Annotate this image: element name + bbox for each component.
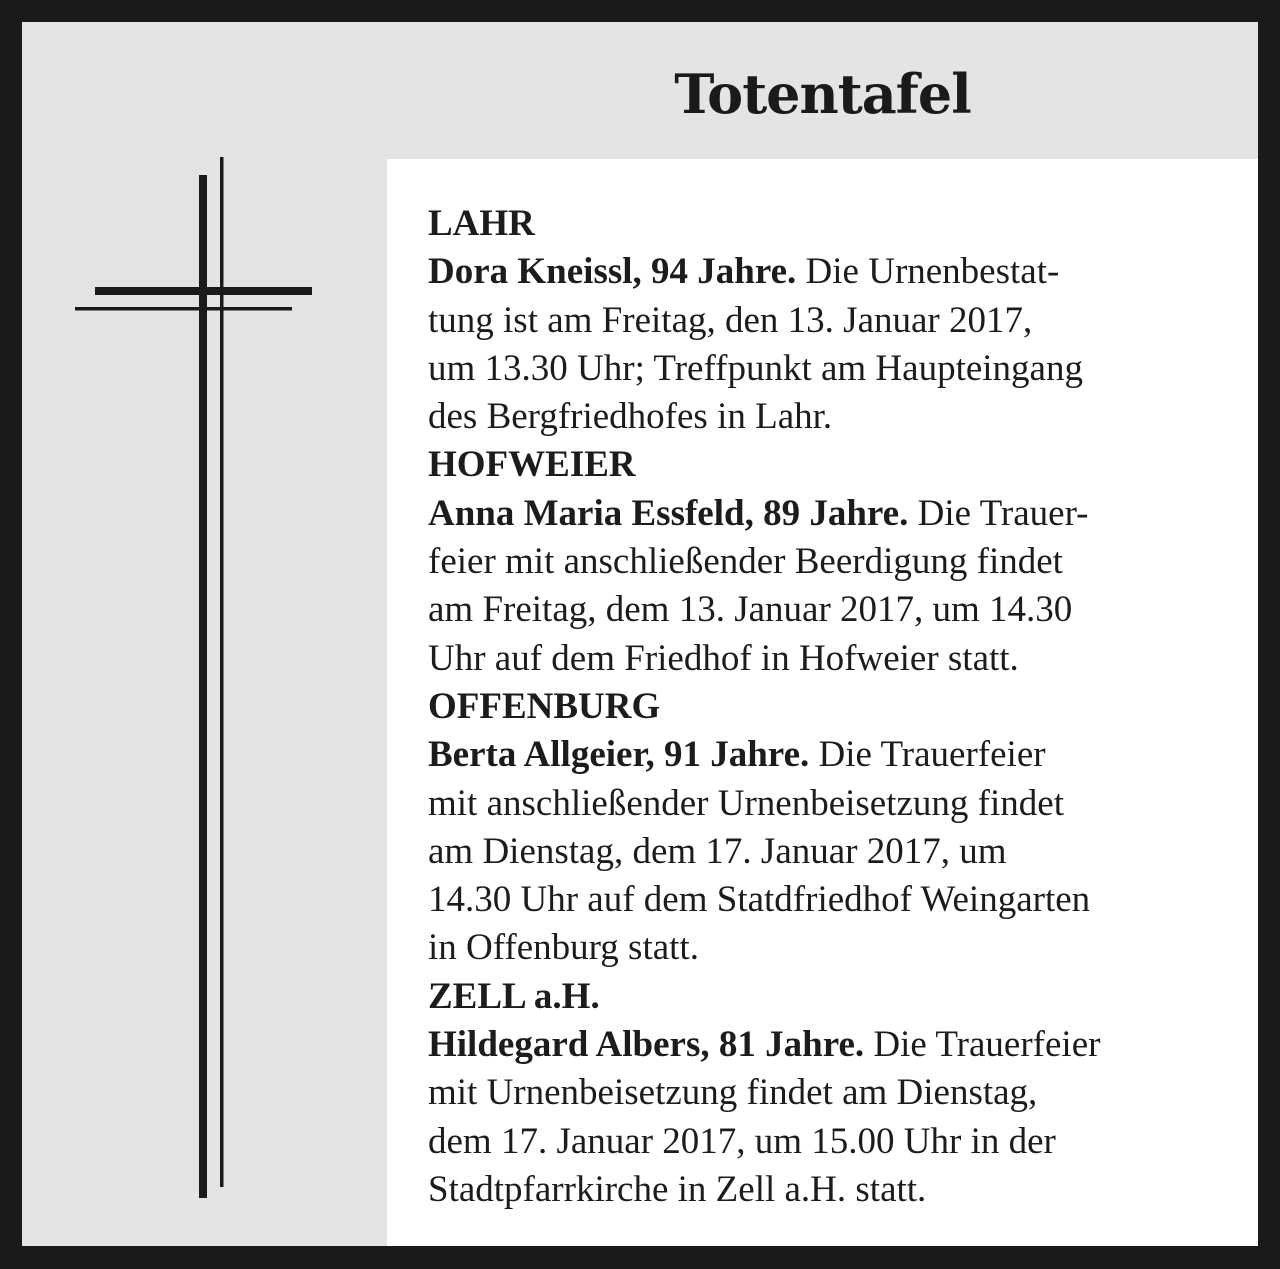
entry-text-line: dem 17. Januar 2017, um 15.00 Uhr in der: [428, 1120, 1056, 1162]
entry-text-line: Die Trauerfeier: [809, 734, 1046, 776]
entry-text-line: mit Urnenbeisetzung findet am Dienstag,: [428, 1072, 1038, 1114]
entry-text-line: 14.30 Uhr auf dem Statdfriedhof Weingarten: [428, 879, 1091, 921]
deceased-name: Anna Maria Essfeld, 89 Jahre.: [428, 492, 909, 534]
obituary-frame: [22, 22, 1258, 1246]
entry-text-line: um 13.30 Uhr; Treffpunkt am Haupteingang: [428, 347, 1083, 389]
entry-text-line: am Dienstag, dem 17. Januar 2017, um: [428, 830, 1007, 872]
place-heading: HOFWEIER: [428, 444, 636, 486]
obituary-entry: [428, 200, 1228, 441]
entry-text-line: Stadtpfarrkirche in Zell a.H. statt.: [428, 1168, 927, 1210]
obituary-list: [428, 200, 1228, 1214]
place-heading: ZELL a.H.: [428, 975, 600, 1017]
entry-text-line: feier mit anschließender Beerdigung findet: [428, 541, 1063, 583]
place-heading: LAHR: [428, 203, 535, 244]
entry-text-line: Uhr auf dem Friedhof in Hofweier statt.: [428, 637, 1019, 679]
entry-text-line: tung ist am Freitag, den 13. Januar 2017,: [428, 299, 1033, 341]
entry-text-line: Die Trauerfeier: [864, 1024, 1101, 1066]
page-title: Totentafel: [674, 62, 971, 126]
obituary-entry: [428, 441, 1228, 682]
deceased-name: Dora Kneissl, 94 Jahre.: [428, 251, 797, 293]
entry-text-line: in Offenburg statt.: [428, 927, 699, 969]
place-heading: OFFENBURG: [428, 685, 661, 727]
deceased-name: Hildegard Albers, 81 Jahre.: [428, 1024, 865, 1066]
obituary-entry: [428, 683, 1228, 973]
obituary-entry: [428, 973, 1228, 1214]
cross-icon: [22, 22, 387, 1246]
entry-text-line: Die Trauer-: [908, 492, 1089, 534]
obituary-panel: [387, 159, 1258, 1246]
entry-text-line: am Freitag, dem 13. Januar 2017, um 14.30: [428, 589, 1073, 631]
deceased-name: Berta Allgeier, 91 Jahre.: [428, 734, 810, 776]
entry-text-line: Die Urnenbestat-: [796, 251, 1060, 293]
entry-text-line: des Bergfriedhofes in Lahr.: [428, 396, 833, 438]
entry-text-line: mit anschließender Urnenbeisetzung findet: [428, 782, 1064, 824]
